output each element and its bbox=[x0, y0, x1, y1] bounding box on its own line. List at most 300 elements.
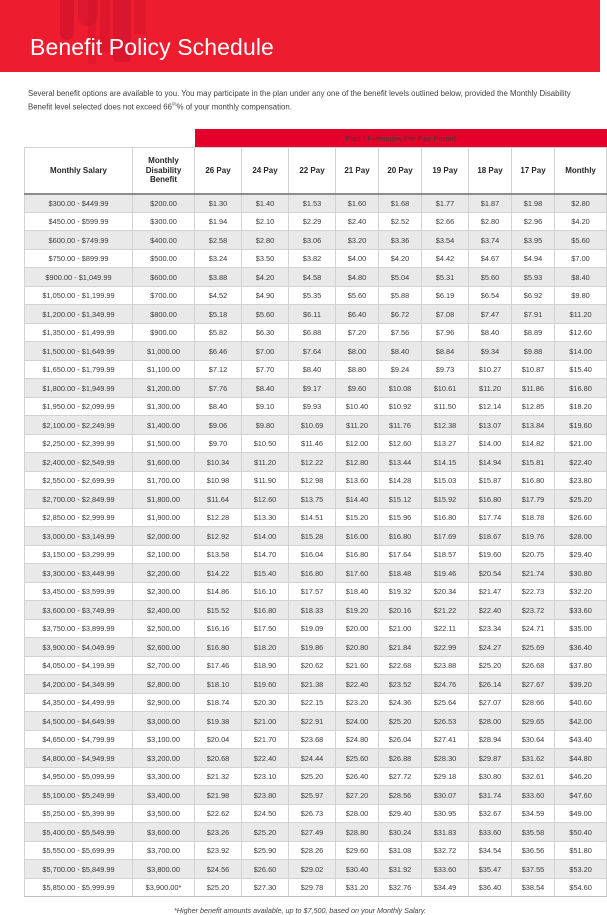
cell-premium: $2.52 bbox=[379, 212, 422, 231]
table-row bbox=[25, 194, 607, 213]
cell-monthly-disability-benefit: $1,500.00 bbox=[133, 434, 195, 453]
cell-premium: $25.64 bbox=[422, 693, 469, 712]
cell-monthly-salary: $3,750.00 - $3,899.99 bbox=[25, 619, 133, 638]
cell-premium: $13.75 bbox=[289, 490, 336, 509]
cell-premium: $14.15 bbox=[422, 453, 469, 472]
cell-premium: $4.20 bbox=[379, 249, 422, 268]
cell-premium: $23.52 bbox=[379, 675, 422, 694]
cell-premium: $14.70 bbox=[242, 545, 289, 564]
cell-premium: $28.26 bbox=[289, 841, 336, 860]
cell-premium: $34.59 bbox=[512, 804, 555, 823]
cell-premium: $29.60 bbox=[336, 841, 379, 860]
cell-premium: $19.46 bbox=[422, 564, 469, 583]
cell-monthly-salary: $3,600.00 - $3,749.99 bbox=[25, 601, 133, 620]
table-row bbox=[25, 434, 607, 453]
cell-monthly-disability-benefit: $3,500.00 bbox=[133, 804, 195, 823]
cell-premium: $3.50 bbox=[242, 249, 289, 268]
cell-premium: $20.75 bbox=[512, 545, 555, 564]
cell-premium: $9.34 bbox=[469, 342, 512, 361]
cell-premium: $3.82 bbox=[289, 249, 336, 268]
cell-premium: $16.16 bbox=[195, 619, 242, 638]
cell-premium: $42.00 bbox=[555, 712, 607, 731]
cell-monthly-salary: $5,850.00 - $5,999.99 bbox=[25, 878, 133, 897]
cell-premium: $22.11 bbox=[422, 619, 469, 638]
cell-premium: $14.51 bbox=[289, 508, 336, 527]
cell-monthly-disability-benefit: $2,400.00 bbox=[133, 601, 195, 620]
intro-text-before: Several benefit options are available to you. You may participate in the plan under any one of the benefit levels outlined below, provided the Monthly Disability Benefit level selected does not exceed 66 bbox=[28, 89, 571, 112]
cell-monthly-disability-benefit: $1,900.00 bbox=[133, 508, 195, 527]
cell-monthly-disability-benefit: $1,400.00 bbox=[133, 416, 195, 435]
cell-premium: $23.10 bbox=[242, 767, 289, 786]
cell-premium: $17.64 bbox=[379, 545, 422, 564]
cell-premium: $2.80 bbox=[469, 212, 512, 231]
cell-premium: $11.86 bbox=[512, 379, 555, 398]
cell-premium: $15.81 bbox=[512, 453, 555, 472]
cell-premium: $32.61 bbox=[512, 767, 555, 786]
cell-premium: $17.46 bbox=[195, 656, 242, 675]
table-row bbox=[25, 305, 607, 324]
cell-monthly-salary: $1,350.00 - $1,499.99 bbox=[25, 323, 133, 342]
cell-premium: $15.28 bbox=[289, 527, 336, 546]
cell-premium: $27.49 bbox=[289, 823, 336, 842]
cell-premium: $30.64 bbox=[512, 730, 555, 749]
table-row bbox=[25, 582, 607, 601]
cell-monthly-disability-benefit: $1,000.00 bbox=[133, 342, 195, 361]
cell-premium: $11.90 bbox=[242, 471, 289, 490]
cell-premium: $23.72 bbox=[512, 601, 555, 620]
cell-premium: $32.67 bbox=[469, 804, 512, 823]
cell-premium: $22.62 bbox=[195, 804, 242, 823]
cell-premium: $31.92 bbox=[379, 860, 422, 879]
column-header-18-pay: 18 Pay bbox=[469, 148, 512, 194]
table-row bbox=[25, 379, 607, 398]
table-row bbox=[25, 453, 607, 472]
cell-premium: $18.20 bbox=[555, 397, 607, 416]
cell-premium: $12.00 bbox=[336, 434, 379, 453]
cell-premium: $7.00 bbox=[242, 342, 289, 361]
cell-premium: $25.20 bbox=[242, 823, 289, 842]
cell-premium: $34.49 bbox=[422, 878, 469, 897]
cell-premium: $6.54 bbox=[469, 286, 512, 305]
cell-premium: $7.56 bbox=[379, 323, 422, 342]
cell-premium: $21.00 bbox=[379, 619, 422, 638]
cell-monthly-salary: $5,250.00 - $5,399.99 bbox=[25, 804, 133, 823]
cell-monthly-disability-benefit: $200.00 bbox=[133, 194, 195, 213]
cell-premium: $7.20 bbox=[336, 323, 379, 342]
cell-monthly-disability-benefit: $2,500.00 bbox=[133, 619, 195, 638]
cell-premium: $29.65 bbox=[512, 712, 555, 731]
cell-premium: $36.40 bbox=[555, 638, 607, 657]
column-header-21-pay: 21 Pay bbox=[336, 148, 379, 194]
cell-monthly-salary: $4,650.00 - $4,799.99 bbox=[25, 730, 133, 749]
cell-premium: $14.82 bbox=[512, 434, 555, 453]
cell-premium: $10.27 bbox=[469, 360, 512, 379]
cell-premium: $1.30 bbox=[195, 194, 242, 213]
cell-premium: $32.72 bbox=[422, 841, 469, 860]
cell-premium: $34.54 bbox=[469, 841, 512, 860]
intro-paragraph bbox=[28, 88, 576, 114]
cell-premium: $22.40 bbox=[555, 453, 607, 472]
cell-monthly-salary: $5,550.00 - $5,699.99 bbox=[25, 841, 133, 860]
cell-premium: $1.77 bbox=[422, 194, 469, 213]
table-row bbox=[25, 323, 607, 342]
cell-monthly-disability-benefit: $3,800.00 bbox=[133, 860, 195, 879]
cell-premium: $2.80 bbox=[555, 194, 607, 213]
cell-premium: $24.56 bbox=[195, 860, 242, 879]
cell-premium: $15.92 bbox=[422, 490, 469, 509]
cell-monthly-disability-benefit: $2,100.00 bbox=[133, 545, 195, 564]
benefit-schedule-table bbox=[24, 129, 607, 898]
cell-premium: $6.92 bbox=[512, 286, 555, 305]
cell-monthly-disability-benefit: $1,100.00 bbox=[133, 360, 195, 379]
cell-monthly-salary: $600.00 - $749.99 bbox=[25, 231, 133, 250]
cell-premium: $9.24 bbox=[379, 360, 422, 379]
cell-premium: $22.40 bbox=[336, 675, 379, 694]
cell-monthly-disability-benefit: $500.00 bbox=[133, 249, 195, 268]
cell-premium: $23.68 bbox=[289, 730, 336, 749]
cell-premium: $3.74 bbox=[469, 231, 512, 250]
cell-premium: $9.60 bbox=[336, 379, 379, 398]
plan-banner-spacer-2 bbox=[133, 129, 195, 148]
cell-premium: $2.80 bbox=[242, 231, 289, 250]
cell-premium: $7.91 bbox=[512, 305, 555, 324]
cell-premium: $14.94 bbox=[469, 453, 512, 472]
table-row bbox=[25, 860, 607, 879]
cell-monthly-disability-benefit: $1,700.00 bbox=[133, 471, 195, 490]
cell-premium: $4.67 bbox=[469, 249, 512, 268]
cell-premium: $23.80 bbox=[555, 471, 607, 490]
column-header-17-pay: 17 Pay bbox=[512, 148, 555, 194]
cell-premium: $28.80 bbox=[336, 823, 379, 842]
cell-premium: $51.80 bbox=[555, 841, 607, 860]
cell-premium: $15.87 bbox=[469, 471, 512, 490]
cell-premium: $18.10 bbox=[195, 675, 242, 694]
cell-premium: $20.16 bbox=[379, 601, 422, 620]
schedule-table-container bbox=[0, 129, 600, 915]
cell-premium: $8.00 bbox=[336, 342, 379, 361]
cell-monthly-salary: $4,350.00 - $4,499.99 bbox=[25, 693, 133, 712]
cell-premium: $7.70 bbox=[242, 360, 289, 379]
column-header-monthly: Monthly bbox=[555, 148, 607, 194]
cell-monthly-salary: $2,700.00 - $2,849.99 bbox=[25, 490, 133, 509]
cell-premium: $21.38 bbox=[289, 675, 336, 694]
column-header-22-pay: 22 Pay bbox=[289, 148, 336, 194]
cell-premium: $17.69 bbox=[422, 527, 469, 546]
table-row bbox=[25, 823, 607, 842]
cell-premium: $26.40 bbox=[336, 767, 379, 786]
cell-premium: $16.80 bbox=[469, 490, 512, 509]
cell-premium: $25.20 bbox=[379, 712, 422, 731]
cell-premium: $20.62 bbox=[289, 656, 336, 675]
cell-monthly-salary: $4,800.00 - $4,949.99 bbox=[25, 749, 133, 768]
cell-premium: $24.27 bbox=[469, 638, 512, 657]
cell-premium: $15.52 bbox=[195, 601, 242, 620]
table-row bbox=[25, 619, 607, 638]
cell-premium: $26.04 bbox=[379, 730, 422, 749]
cell-premium: $16.80 bbox=[422, 508, 469, 527]
cell-premium: $20.34 bbox=[422, 582, 469, 601]
column-header-monthly-salary: Monthly Salary bbox=[25, 148, 133, 194]
cell-premium: $6.19 bbox=[422, 286, 469, 305]
cell-monthly-salary: $2,100.00 - $2,249.99 bbox=[25, 416, 133, 435]
cell-premium: $49.00 bbox=[555, 804, 607, 823]
cell-monthly-salary: $5,700.00 - $5,849.99 bbox=[25, 860, 133, 879]
cell-premium: $27.20 bbox=[336, 786, 379, 805]
cell-premium: $3.20 bbox=[336, 231, 379, 250]
cell-premium: $4.90 bbox=[242, 286, 289, 305]
table-row bbox=[25, 397, 607, 416]
cell-premium: $9.88 bbox=[512, 342, 555, 361]
cell-premium: $12.22 bbox=[289, 453, 336, 472]
table-row bbox=[25, 712, 607, 731]
cell-premium: $38.54 bbox=[512, 878, 555, 897]
cell-premium: $54.60 bbox=[555, 878, 607, 897]
cell-premium: $15.12 bbox=[379, 490, 422, 509]
cell-monthly-salary: $1,200.00 - $1,349.99 bbox=[25, 305, 133, 324]
cell-premium: $39.20 bbox=[555, 675, 607, 694]
cell-premium: $6.46 bbox=[195, 342, 242, 361]
cell-premium: $24.36 bbox=[379, 693, 422, 712]
cell-monthly-disability-benefit: $2,800.00 bbox=[133, 675, 195, 694]
cell-premium: $7.47 bbox=[469, 305, 512, 324]
cell-monthly-disability-benefit: $3,100.00 bbox=[133, 730, 195, 749]
column-header-19-pay: 19 Pay bbox=[422, 148, 469, 194]
cell-premium: $26.88 bbox=[379, 749, 422, 768]
cell-premium: $23.88 bbox=[422, 656, 469, 675]
cell-premium: $8.40 bbox=[469, 323, 512, 342]
cell-premium: $36.56 bbox=[512, 841, 555, 860]
cell-premium: $17.74 bbox=[469, 508, 512, 527]
cell-monthly-disability-benefit: $2,600.00 bbox=[133, 638, 195, 657]
cell-premium: $7.76 bbox=[195, 379, 242, 398]
cell-premium: $9.80 bbox=[242, 416, 289, 435]
cell-premium: $22.99 bbox=[422, 638, 469, 657]
cell-premium: $21.74 bbox=[512, 564, 555, 583]
cell-premium: $31.83 bbox=[422, 823, 469, 842]
cell-premium: $32.20 bbox=[555, 582, 607, 601]
cell-monthly-salary: $1,650.00 - $1,799.99 bbox=[25, 360, 133, 379]
cell-premium: $5.60 bbox=[242, 305, 289, 324]
cell-premium: $1.60 bbox=[336, 194, 379, 213]
cell-premium: $18.20 bbox=[242, 638, 289, 657]
cell-premium: $13.30 bbox=[242, 508, 289, 527]
cell-premium: $5.18 bbox=[195, 305, 242, 324]
cell-premium: $17.60 bbox=[336, 564, 379, 583]
cell-premium: $31.08 bbox=[379, 841, 422, 860]
cell-premium: $23.80 bbox=[242, 786, 289, 805]
cell-premium: $9.80 bbox=[555, 286, 607, 305]
cell-monthly-salary: $4,950.00 - $5,099.99 bbox=[25, 767, 133, 786]
cell-premium: $18.90 bbox=[242, 656, 289, 675]
cell-premium: $18.48 bbox=[379, 564, 422, 583]
cell-premium: $22.40 bbox=[242, 749, 289, 768]
cell-premium: $5.60 bbox=[336, 286, 379, 305]
cell-premium: $20.30 bbox=[242, 693, 289, 712]
cell-monthly-salary: $2,550.00 - $2,699.99 bbox=[25, 471, 133, 490]
cell-premium: $9.93 bbox=[289, 397, 336, 416]
table-row bbox=[25, 212, 607, 231]
cell-premium: $6.40 bbox=[336, 305, 379, 324]
cell-monthly-salary: $1,500.00 - $1,649.99 bbox=[25, 342, 133, 361]
column-header-monthly-disability-benefit: Monthly Disability Benefit bbox=[133, 148, 195, 194]
cell-premium: $2.40 bbox=[336, 212, 379, 231]
cell-monthly-salary: $2,400.00 - $2,549.99 bbox=[25, 453, 133, 472]
cell-premium: $13.84 bbox=[512, 416, 555, 435]
cell-premium: $1.40 bbox=[242, 194, 289, 213]
page-title: Benefit Policy Schedule bbox=[30, 34, 274, 60]
cell-monthly-salary: $300.00 - $449.99 bbox=[25, 194, 133, 213]
cell-premium: $12.60 bbox=[242, 490, 289, 509]
cell-premium: $6.30 bbox=[242, 323, 289, 342]
cell-premium: $28.00 bbox=[555, 527, 607, 546]
cell-premium: $22.91 bbox=[289, 712, 336, 731]
cell-premium: $20.04 bbox=[195, 730, 242, 749]
cell-premium: $10.87 bbox=[512, 360, 555, 379]
banner-decoration-bar-5 bbox=[134, 0, 146, 34]
cell-premium: $19.60 bbox=[242, 675, 289, 694]
cell-monthly-salary: $4,500.00 - $4,649.99 bbox=[25, 712, 133, 731]
cell-monthly-salary: $3,000.00 - $3,149.99 bbox=[25, 527, 133, 546]
cell-premium: $16.10 bbox=[242, 582, 289, 601]
cell-premium: $8.89 bbox=[512, 323, 555, 342]
cell-premium: $9.17 bbox=[289, 379, 336, 398]
cell-premium: $8.40 bbox=[195, 397, 242, 416]
cell-premium: $11.20 bbox=[469, 379, 512, 398]
cell-premium: $27.72 bbox=[379, 767, 422, 786]
table-footnote: *Higher benefit amounts available, up to $7,500, based on your Monthly Salary. bbox=[174, 906, 426, 915]
table-row bbox=[25, 360, 607, 379]
cell-premium: $27.07 bbox=[469, 693, 512, 712]
cell-monthly-salary: $3,900.00 - $4,049.99 bbox=[25, 638, 133, 657]
cell-monthly-disability-benefit: $3,400.00 bbox=[133, 786, 195, 805]
cell-monthly-salary: $5,100.00 - $5,249.99 bbox=[25, 786, 133, 805]
cell-premium: $25.20 bbox=[289, 767, 336, 786]
cell-premium: $7.12 bbox=[195, 360, 242, 379]
table-row bbox=[25, 656, 607, 675]
cell-premium: $10.92 bbox=[379, 397, 422, 416]
cell-premium: $4.20 bbox=[555, 212, 607, 231]
table-row bbox=[25, 249, 607, 268]
cell-premium: $9.06 bbox=[195, 416, 242, 435]
cell-premium: $19.86 bbox=[289, 638, 336, 657]
cell-monthly-disability-benefit: $1,800.00 bbox=[133, 490, 195, 509]
cell-monthly-disability-benefit: $3,200.00 bbox=[133, 749, 195, 768]
cell-monthly-disability-benefit: $1,600.00 bbox=[133, 453, 195, 472]
cell-premium: $30.95 bbox=[422, 804, 469, 823]
table-head bbox=[25, 129, 607, 194]
table-row bbox=[25, 767, 607, 786]
cell-premium: $5.82 bbox=[195, 323, 242, 342]
cell-premium: $13.07 bbox=[469, 416, 512, 435]
cell-monthly-salary: $3,150.00 - $3,299.99 bbox=[25, 545, 133, 564]
cell-premium: $22.73 bbox=[512, 582, 555, 601]
cell-monthly-salary: $5,400.00 - $5,549.99 bbox=[25, 823, 133, 842]
cell-premium: $30.80 bbox=[555, 564, 607, 583]
cell-premium: $4.00 bbox=[336, 249, 379, 268]
cell-premium: $14.40 bbox=[336, 490, 379, 509]
cell-premium: $18.57 bbox=[422, 545, 469, 564]
cell-premium: $20.68 bbox=[195, 749, 242, 768]
cell-premium: $5.93 bbox=[512, 268, 555, 287]
cell-premium: $29.78 bbox=[289, 878, 336, 897]
cell-premium: $13.58 bbox=[195, 545, 242, 564]
cell-premium: $23.26 bbox=[195, 823, 242, 842]
cell-premium: $16.00 bbox=[336, 527, 379, 546]
cell-premium: $21.47 bbox=[469, 582, 512, 601]
cell-premium: $14.22 bbox=[195, 564, 242, 583]
cell-premium: $44.80 bbox=[555, 749, 607, 768]
cell-premium: $21.60 bbox=[336, 656, 379, 675]
cell-premium: $17.57 bbox=[289, 582, 336, 601]
cell-premium: $26.73 bbox=[289, 804, 336, 823]
cell-premium: $25.69 bbox=[512, 638, 555, 657]
intro-text-after: % of your monthly compensation. bbox=[176, 102, 292, 112]
cell-premium: $29.18 bbox=[422, 767, 469, 786]
cell-premium: $22.68 bbox=[379, 656, 422, 675]
cell-premium: $30.07 bbox=[422, 786, 469, 805]
cell-premium: $22.15 bbox=[289, 693, 336, 712]
cell-premium: $4.42 bbox=[422, 249, 469, 268]
cell-premium: $40.60 bbox=[555, 693, 607, 712]
cell-premium: $33.60 bbox=[555, 601, 607, 620]
cell-premium: $1.68 bbox=[379, 194, 422, 213]
cell-premium: $19.60 bbox=[469, 545, 512, 564]
cell-premium: $15.03 bbox=[422, 471, 469, 490]
cell-premium: $5.31 bbox=[422, 268, 469, 287]
cell-premium: $30.24 bbox=[379, 823, 422, 842]
cell-premium: $31.74 bbox=[469, 786, 512, 805]
cell-premium: $1.53 bbox=[289, 194, 336, 213]
cell-premium: $24.44 bbox=[289, 749, 336, 768]
cell-monthly-disability-benefit: $600.00 bbox=[133, 268, 195, 287]
cell-premium: $26.14 bbox=[469, 675, 512, 694]
cell-monthly-salary: $3,300.00 - $3,449.99 bbox=[25, 564, 133, 583]
cell-premium: $24.50 bbox=[242, 804, 289, 823]
cell-premium: $10.98 bbox=[195, 471, 242, 490]
cell-premium: $23.34 bbox=[469, 619, 512, 638]
cell-premium: $21.22 bbox=[422, 601, 469, 620]
cell-premium: $18.40 bbox=[336, 582, 379, 601]
cell-premium: $14.00 bbox=[242, 527, 289, 546]
table-row bbox=[25, 490, 607, 509]
cell-premium: $27.41 bbox=[422, 730, 469, 749]
cell-premium: $30.40 bbox=[336, 860, 379, 879]
cell-monthly-salary: $450.00 - $599.99 bbox=[25, 212, 133, 231]
cell-premium: $7.00 bbox=[555, 249, 607, 268]
cell-premium: $24.00 bbox=[336, 712, 379, 731]
cell-premium: $28.56 bbox=[379, 786, 422, 805]
cell-premium: $16.80 bbox=[336, 545, 379, 564]
cell-premium: $31.20 bbox=[336, 878, 379, 897]
cell-premium: $15.20 bbox=[336, 508, 379, 527]
cell-premium: $21.84 bbox=[379, 638, 422, 657]
cell-premium: $12.60 bbox=[379, 434, 422, 453]
cell-premium: $25.60 bbox=[336, 749, 379, 768]
cell-premium: $1.87 bbox=[469, 194, 512, 213]
cell-premium: $14.00 bbox=[555, 342, 607, 361]
cell-premium: $53.20 bbox=[555, 860, 607, 879]
cell-premium: $33.60 bbox=[512, 786, 555, 805]
cell-premium: $4.58 bbox=[289, 268, 336, 287]
cell-premium: $2.96 bbox=[512, 212, 555, 231]
table-row bbox=[25, 804, 607, 823]
cell-premium: $9.70 bbox=[195, 434, 242, 453]
cell-premium: $7.96 bbox=[422, 323, 469, 342]
cell-monthly-disability-benefit: $1,300.00 bbox=[133, 397, 195, 416]
cell-premium: $13.60 bbox=[336, 471, 379, 490]
cell-premium: $35.47 bbox=[469, 860, 512, 879]
cell-premium: $11.50 bbox=[422, 397, 469, 416]
